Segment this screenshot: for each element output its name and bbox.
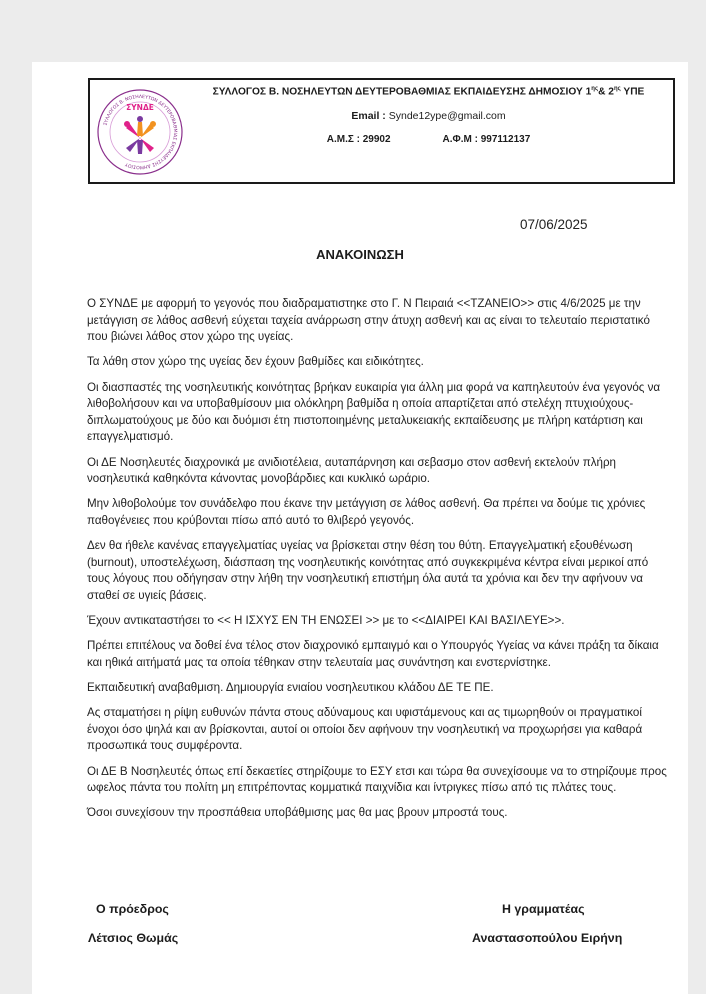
paragraph: Ας σταματήσει η ρίψη ευθυνών πάντα στους αδύναμους και υφιστάμενους και ας τιμωρηθούν οι πραγματικοί ένοχοι όσο ψηλά και αν βρίσκονται, αυτοί οι οποίοι δεν αφήνουν την νοσηλευτική να προχωρήσει για καθαρά προσωπικά τους συμφέροντα.	[87, 706, 643, 753]
paragraph: Τα λάθη στον χώρο της υγείας δεν έχουν βαθμίδες και ειδικότητες.	[87, 355, 424, 369]
paragraph: Έχουν αντικαταστήσει το << Η ΙΣΧΥΣ ΕΝ ΤΗ ΕΝΩΣΕΙ >> με το <<ΔΙΑΙΡΕΙ ΚΑΙ ΒΑΣΙΛΕΥΕ>>.	[87, 614, 565, 628]
letterhead-box	[88, 78, 675, 184]
organization-name: ΣΥΛΛΟΓΟΣ Β. ΝΟΣΗΛΕΥΤΩΝ ΔΕΥΤΕΡΟΒΑΘΜΙΑΣ ΕΚΠΑΙΔΕΥΣΗΣ ΔΗΜΟΣΙΟΥ $1^{\eta\varsigma}\&$ $2^{\eta\varsigma}$ ΥΠΕ	[212, 86, 645, 98]
afm-number: Α.Φ.Μ : 997112137	[442, 134, 531, 145]
announcement-body	[87, 296, 673, 831]
secretary-name: Αναστασοπούλου Ειρήνη	[472, 931, 623, 945]
email-address: Synde12ype@gmail.com	[388, 110, 506, 122]
registry-line	[188, 134, 669, 145]
paragraph: Δεν θα ήθελε κανένας επαγγελματίας υγείας να βρίσκεται στην θέση του θύτη. Επαγγελματική εξουθένωση (burnout), υποστελέχωση, διάσπαση της νοσηλευτικής κοινότητας από συγκεκριμένα κέντρα είναι μερικοί από τους λόγους που οδήγησαν στην λήθη την νοσηλευτική επιστήμη όλα αυτά τα χρόνια και δεν την αφήνουν να σταθεί σε υγιείς βάσεις.	[87, 539, 649, 602]
ams-number: Α.Μ.Σ : 29902	[326, 134, 391, 145]
president-role: Ο πρόεδρος	[96, 902, 169, 916]
secretary-role: Η γραμματέας	[502, 902, 585, 916]
paragraph: Οι ΔΕ Νοσηλευτές διαχρονικά με ανιδιοτέλεια, αυταπάρνηση και σεβασμο στον ασθενή εκτελούν πλήρη νοσηλευτικά καθηκόντα κάνοντας μονοβάρδιες και κυκλικό ωράριο.	[87, 455, 616, 486]
logo-ring-text: ΣΥΛΛΟΓΟΣ Β. ΝΟΣΗΛΕΥΤΩΝ ΔΕΥΤΕΡΟΒΑΘΜΙΑΣ ΕΚΠΑΙΔΕΥΣΗΣ ΔΗΜΟΣΙΟΥ	[103, 94, 178, 170]
president-name: Λέτσιος Θωμάς	[88, 931, 179, 945]
syllogos-logo	[96, 88, 184, 176]
paragraph: Ο ΣΥΝΔΕ με αφορμή το γεγονός που διαδραματιστηκε στο Γ. Ν Πειραιά <<ΤΖΑΝΕΙΟ>> στις 4/6/2025 με την μετάγγιση σε λάθος ασθενή εύχεται ταχεία ανάρρωση στην άτυχη ασθενή και ας είναι το τελευταίο περιστατικό που βιώνει λάθος στον χώρο της υγείας.	[87, 297, 650, 344]
paragraph: Οι διασπαστές της νοσηλευτικής κοινότητας βρήκαν ευκαιρία για άλλη μια φορά να καπηλευτούν ένα γεγονός να λιθοβολήσουν και να υποβαθμίσουν μια ολόκληρη βαθμίδα η οποία απαρτίζεται από στελέχη πτυχιούχους-διπλωματούχους με δύο και δυόμισι έτη πιστοποιημένης μεταλυκειακής εκπαίδευσης με πλήρη κατάρτιση και επαγγελματισμό.	[87, 380, 661, 444]
logo-label: ΣΥΝΔΕ	[126, 103, 154, 112]
paragraph: Εκπαιδευτική αναβαθμιση. Δημιουργία ενιαίου νοσηλευτικου κλάδου ΔΕ ΤΕ ΠΕ.	[87, 681, 494, 695]
document-date: 07/06/2025	[520, 217, 588, 232]
document-page	[32, 62, 688, 994]
paragraph: Μην λιθοβολούμε τον συνάδελφο που έκανε την μετάγγιση σε λάθος ασθενή. Θα πρέπει να δούμε τις χρόνιες παθογένειες που κρύβονται πίσω από αυτό το θλιβερό γεγονός.	[87, 497, 646, 527]
document-title: ΑΝΑΚΟΙΝΩΣΗ	[316, 247, 404, 262]
email-line: Email : Synde12ype@gmail.com	[351, 110, 506, 122]
paragraph: Όσοι συνεχίσουν την προσπάθεια υποβάθμισης μας θα μας βρουν μπροστά τους.	[87, 806, 508, 820]
paragraph: Οι ΔΕ Β Νοσηλευτές όπως επί δεκαετίες στηρίζουμε το ΕΣΥ ετσι και τώρα θα συνεχίσουμε να το στηρίζουμε προς ωφελος πάντα του πολίτη μη επιτρέποντας κομματικά παιχνίδια και ίντριγκες πίσω από τις πλάτες τους.	[87, 764, 667, 795]
paragraph: Πρέπει επιτέλους να δοθεί ένα τέλος στον διαχρονικό εμπαιγμό και ο Υπουργός Υγείας να κάνει πράξη τα δίκαια και ηθικά αιτήματά μας τα οποία τέθηκαν στην τελευταία μας συνάντηση και ενστερνίστηκε.	[87, 639, 659, 669]
